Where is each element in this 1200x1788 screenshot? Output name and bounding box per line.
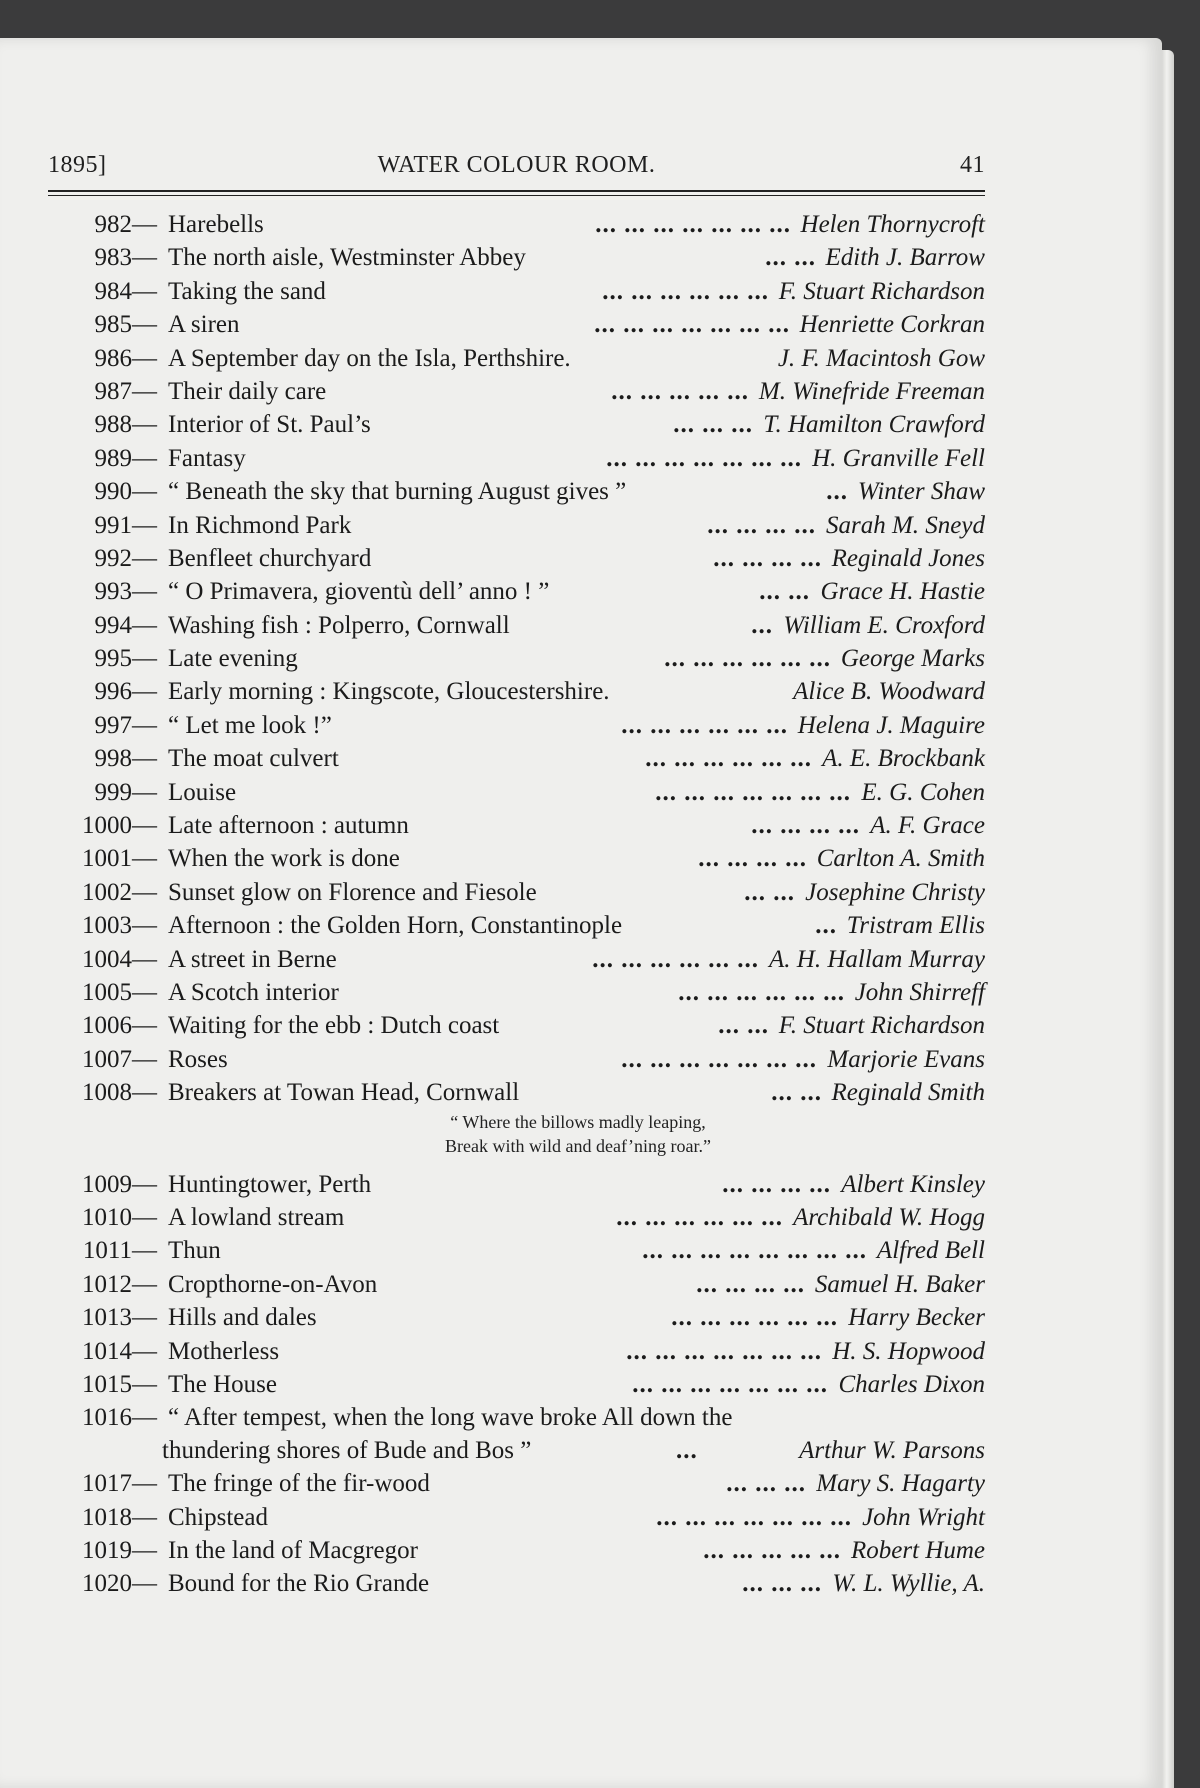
leader-dots: ... ... ... ... ... ... — [592, 945, 759, 973]
entry-artist: Arthur W. Parsons — [799, 1437, 985, 1465]
entry-artist: Helena J. Maguire — [797, 711, 985, 739]
entry-number: 1001 — [82, 845, 132, 873]
entry-artist: H. Granville Fell — [812, 444, 985, 472]
entries-group-2 — [48, 1168, 985, 1402]
catalogue-entry — [48, 776, 985, 809]
entry-number: 1016 — [82, 1404, 132, 1432]
entry-title-continued: thundering shores of Bude and Bos ” — [162, 1437, 532, 1465]
entry-artist: Reginald Jones — [831, 544, 985, 572]
catalogue-entry — [48, 876, 985, 909]
entry-title: In Richmond Park — [168, 511, 352, 539]
leader-dots: ... ... ... — [673, 411, 753, 439]
entry-dash: — — [132, 845, 157, 873]
entry-number: 990 — [94, 478, 132, 506]
entry-artist: Samuel H. Baker — [814, 1270, 985, 1298]
entry-number: 983 — [94, 244, 132, 272]
entry-number: 996 — [94, 678, 132, 706]
entry-number: 997 — [94, 711, 132, 739]
entry-dash: — — [132, 411, 157, 439]
entry-artist: John Wright — [862, 1503, 985, 1531]
leader-dots: ... ... ... ... ... ... ... — [594, 311, 790, 339]
entry-title: Fantasy — [168, 444, 246, 472]
entry-artist: A. E. Brockbank — [822, 745, 985, 773]
entry-artist: Albert Kinsley — [841, 1170, 985, 1198]
entry-artist: Reginald Smith — [831, 1079, 985, 1107]
entry-number: 1017 — [82, 1470, 132, 1498]
entry-title: Afternoon : the Golden Horn, Constantinople — [168, 912, 623, 940]
leader-dots: ... ... ... ... ... ... — [602, 277, 769, 305]
leader-dots: ... ... ... ... ... ... ... — [595, 211, 791, 238]
entry-artist: Carlton A. Smith — [816, 845, 985, 873]
entry-title: A Scotch interior — [168, 978, 339, 1006]
leader-dots: ... — [826, 478, 848, 506]
entry-artist: Alfred Bell — [876, 1237, 985, 1265]
catalogue-entry — [48, 1534, 985, 1567]
catalogue-entry — [48, 642, 985, 675]
entry-number: 994 — [94, 611, 132, 639]
entry-title: Sunset glow on Florence and Fiesole — [168, 878, 537, 906]
entry-title: Washing fish : Polperro, Cornwall — [168, 611, 510, 639]
leader-dots: ... ... ... ... ... ... — [645, 745, 812, 773]
entries-group-1 — [48, 208, 985, 1110]
entry-dash: — — [132, 1537, 157, 1565]
leader-dots: ... ... ... ... ... ... ... — [655, 778, 851, 806]
entry-title: Chipstead — [168, 1503, 268, 1531]
catalogue-list — [48, 208, 985, 1601]
entry-title: When the work is done — [168, 845, 400, 873]
entry-dash: — — [132, 311, 157, 339]
entry-artist: Marjorie Evans — [827, 1045, 985, 1073]
entry-dash: — — [132, 812, 157, 840]
entry-title: The moat culvert — [168, 745, 339, 773]
entry-title: Harebells — [168, 211, 264, 238]
entry-title: Benfleet churchyard — [168, 544, 372, 572]
catalogue-entry — [48, 609, 985, 642]
entry-title: Motherless — [168, 1337, 280, 1365]
entry-number: 1012 — [82, 1270, 132, 1298]
entry-dash: — — [132, 678, 157, 706]
leader-dots: ... ... ... ... ... ... ... — [621, 1045, 817, 1073]
entry-title: Breakers at Towan Head, Cornwall — [168, 1079, 520, 1107]
entry-number: 998 — [94, 745, 132, 773]
catalogue-entry — [48, 1268, 985, 1301]
entry-number: 1020 — [82, 1570, 132, 1598]
leader-dots: ... ... ... ... ... ... ... — [656, 1503, 852, 1531]
verse-line-2: Break with wild and deaf’ning roar.” — [445, 1135, 711, 1156]
page-edge — [1162, 50, 1174, 1788]
entry-artist: George Marks — [840, 645, 985, 673]
entry-dash: — — [132, 544, 157, 572]
leader-dots: ... ... ... ... ... ... — [678, 978, 845, 1006]
entry-dash: — — [132, 1045, 157, 1073]
leader-dots: ... ... ... ... ... ... — [664, 645, 831, 673]
catalogue-entry — [48, 275, 985, 308]
entry-number: 999 — [94, 778, 132, 806]
entry-dash: — — [132, 444, 157, 472]
entry-title: “ After tempest, when the long wave broke All down the — [168, 1404, 733, 1432]
catalogue-entry — [48, 742, 985, 775]
entry-artist: A. F. Grace — [870, 812, 985, 840]
leader-dots: ... ... ... ... — [698, 845, 807, 873]
entry-number: 1002 — [82, 878, 132, 906]
entry-dash: — — [132, 611, 157, 639]
entry-dash: — — [132, 1203, 157, 1231]
leader-dots: ... ... ... ... — [722, 1170, 831, 1198]
entry-dash: — — [132, 945, 157, 973]
catalogue-entry — [48, 509, 985, 542]
leader-dots: ... ... — [718, 1012, 769, 1040]
entry-title: The House — [168, 1370, 277, 1398]
header-rule-thin — [48, 195, 985, 196]
leader-dots: ... ... ... — [726, 1470, 806, 1498]
catalogue-entry — [48, 308, 985, 341]
catalogue-entry — [48, 375, 985, 408]
entry-number: 1007 — [82, 1045, 132, 1073]
catalogue-entry — [48, 1201, 985, 1234]
leader-dots: ... ... ... ... ... — [611, 377, 749, 405]
leader-dots: ... ... — [765, 244, 816, 272]
entry-artist: Winter Shaw — [857, 478, 985, 506]
leader-dots: ... ... ... ... ... ... ... — [632, 1370, 828, 1398]
leader-dots: ... ... ... ... ... ... — [616, 1203, 783, 1231]
entry-number: 1018 — [82, 1503, 132, 1531]
catalogue-entry — [48, 1401, 985, 1467]
leader-dots: ... ... ... ... — [751, 812, 860, 840]
leader-dots: ... ... ... ... ... — [703, 1537, 841, 1565]
entry-number: 1019 — [82, 1537, 132, 1565]
running-header — [48, 152, 985, 186]
leader-dots: ... ... — [759, 578, 810, 606]
entry-number: 1010 — [82, 1203, 132, 1231]
leader-dots: ... ... — [771, 1079, 822, 1107]
entry-dash: — — [132, 1503, 157, 1531]
entry-number: 985 — [94, 311, 132, 339]
entry-title: The north aisle, Westminster Abbey — [168, 244, 526, 272]
entry-dash: — — [132, 478, 157, 506]
entry-artist: William E. Croxford — [783, 611, 985, 639]
entry-number: 1009 — [82, 1170, 132, 1198]
entry-artist: Robert Hume — [851, 1537, 985, 1565]
entry-title: A street in Berne — [168, 945, 337, 973]
catalogue-entry — [48, 475, 985, 508]
entry-artist: F. Stuart Richardson — [778, 277, 985, 305]
catalogue-entry — [48, 1009, 985, 1042]
entry-artist: Grace H. Hastie — [820, 578, 985, 606]
entry-artist: Henriette Corkran — [799, 311, 985, 339]
entry-artist: Edith J. Barrow — [825, 244, 985, 272]
entries-group-3 — [48, 1467, 985, 1601]
entry-title: Interior of St. Paul’s — [168, 411, 371, 439]
catalogue-entry — [48, 575, 985, 608]
catalogue-entry — [48, 1043, 985, 1076]
entry-dash: — — [132, 1170, 157, 1198]
entry-number: 1004 — [82, 945, 132, 973]
entry-dash: — — [132, 1012, 157, 1040]
entry-artist: A. H. Hallam Murray — [769, 945, 985, 973]
catalogue-entry — [48, 943, 985, 976]
leader-dots: ... ... — [744, 878, 795, 906]
entry-artist: M. Winefride Freeman — [758, 377, 985, 405]
catalogue-entry — [48, 1467, 985, 1500]
entry-artist: T. Hamilton Crawford — [763, 411, 985, 439]
entry-number: 982 — [94, 211, 132, 238]
entry-artist: Tristram Ellis — [846, 912, 985, 940]
entry-artist: Helen Thornycroft — [800, 211, 985, 238]
entry-artist: Archibald W. Hogg — [793, 1203, 985, 1231]
catalogue-entry — [48, 542, 985, 575]
entry-dash: — — [132, 578, 157, 606]
leader-dots: ... ... ... ... ... ... — [621, 711, 788, 739]
entry-title: “ Beneath the sky that burning August gives ” — [168, 478, 627, 506]
entry-dash: — — [132, 244, 157, 272]
entry-number: 1000 — [82, 812, 132, 840]
header-title: WATER COLOUR ROOM. — [377, 152, 656, 178]
entry-title: Hills and dales — [168, 1304, 317, 1332]
entry-dash: — — [132, 377, 157, 405]
catalogue-entry — [48, 976, 985, 1009]
entry-title: Early morning : Kingscote, Gloucestershire. — [168, 678, 610, 706]
entry-dash: — — [132, 1270, 157, 1298]
catalogue-entry — [48, 342, 985, 375]
entry-dash: — — [132, 645, 157, 673]
catalogue-entry — [48, 675, 985, 708]
entry-number: 1015 — [82, 1370, 132, 1398]
entry-title: Late evening — [168, 645, 298, 673]
entry-number: 1006 — [82, 1012, 132, 1040]
entry-title: In the land of Macgregor — [168, 1537, 418, 1565]
leader-dots: ... ... ... — [742, 1570, 822, 1598]
entry-dash: — — [132, 878, 157, 906]
catalogue-entry — [48, 842, 985, 875]
catalogue-entry — [48, 1301, 985, 1334]
entry-number: 1008 — [82, 1079, 132, 1107]
entry-title: Late afternoon : autumn — [168, 812, 409, 840]
catalogue-entry — [48, 1335, 985, 1368]
catalogue-entry — [48, 408, 985, 441]
entry-title: Waiting for the ebb : Dutch coast — [168, 1012, 500, 1040]
entry-title: Thun — [168, 1237, 221, 1265]
entry-number: 1013 — [82, 1304, 132, 1332]
leader-dots: ... ... ... ... ... ... ... — [626, 1337, 822, 1365]
catalogue-entry — [48, 909, 985, 942]
leader-dots: ... — [815, 912, 837, 940]
entry-dash: — — [132, 1304, 157, 1332]
entry-dash: — — [132, 1337, 157, 1365]
entry-number: 993 — [94, 578, 132, 606]
entry-number: 1003 — [82, 912, 132, 940]
entry-dash: — — [132, 711, 157, 739]
entry-artist: E. G. Cohen — [861, 778, 985, 806]
entry-number: 988 — [94, 411, 132, 439]
entry-dash: — — [132, 277, 157, 305]
verse-line-1: “ Where the billows madly leaping, — [450, 1111, 706, 1132]
entry-title: A September day on the Isla, Perthshire. — [168, 344, 571, 372]
entry-number: 991 — [94, 511, 132, 539]
catalogue-entry — [48, 442, 985, 475]
entry-title: Huntingtower, Perth — [168, 1170, 372, 1198]
entry-dash: — — [132, 1370, 157, 1398]
entry-artist: Charles Dixon — [838, 1370, 985, 1398]
entry-title: Louise — [168, 778, 237, 806]
entry-dash: — — [132, 1237, 157, 1265]
leader-dots: ... — [751, 611, 773, 639]
catalogue-entry — [48, 1234, 985, 1267]
leader-dots: ... ... ... ... — [713, 544, 822, 572]
entry-title: Cropthorne-on-Avon — [168, 1270, 378, 1298]
catalogue-entry — [48, 1567, 985, 1600]
entry-artist: Josephine Christy — [805, 878, 985, 906]
page-number: 41 — [960, 152, 985, 178]
entry-artist: H. S. Hopwood — [832, 1337, 985, 1365]
leader-dots: ... — [676, 1437, 698, 1465]
entry-artist: Alice B. Woodward — [793, 678, 985, 706]
leader-dots: ... ... ... ... ... ... ... — [606, 444, 802, 472]
entry-dash: — — [132, 978, 157, 1006]
entry-artist: Harry Becker — [848, 1304, 985, 1332]
entry-artist: Mary S. Hagarty — [816, 1470, 985, 1498]
entry-dash: — — [132, 745, 157, 773]
leader-dots: ... ... ... ... — [696, 1270, 805, 1298]
entry-number: 1011 — [82, 1237, 132, 1265]
entry-dash: — — [132, 1079, 157, 1107]
entry-title: Taking the sand — [168, 277, 326, 305]
entry-number: 986 — [94, 344, 132, 372]
header-rule-thick — [48, 190, 985, 192]
verse-quote — [48, 1110, 985, 1168]
entry-dash: — — [132, 211, 157, 238]
entry-number: 992 — [94, 544, 132, 572]
catalogue-entry — [48, 809, 985, 842]
entry-title: A lowland stream — [168, 1203, 345, 1231]
entry-title: Their daily care — [168, 377, 327, 405]
catalogue-entry — [48, 709, 985, 742]
entry-dash: — — [132, 344, 157, 372]
entry-artist: W. L. Wyllie, A. — [832, 1570, 985, 1598]
entry-number: 1005 — [82, 978, 132, 1006]
entry-dash: — — [132, 1470, 157, 1498]
catalogue-entry — [48, 1076, 985, 1109]
catalogue-entry — [48, 208, 985, 241]
entry-artist: F. Stuart Richardson — [778, 1012, 985, 1040]
catalogue-entry — [48, 1501, 985, 1534]
entry-artist: Sarah M. Sneyd — [826, 511, 985, 539]
entry-title: Bound for the Rio Grande — [168, 1570, 430, 1598]
entry-artist: J. F. Macintosh Gow — [777, 344, 985, 372]
entry-title: “ Let me look !” — [168, 711, 332, 739]
entry-dash: — — [132, 1404, 157, 1432]
leader-dots: ... ... ... ... ... ... ... ... — [642, 1237, 867, 1265]
entry-title: “ O Primavera, gioventù dell’ anno ! ” — [168, 578, 550, 606]
entry-number: 987 — [94, 377, 132, 405]
entry-dash: — — [132, 1570, 157, 1598]
entry-dash: — — [132, 912, 157, 940]
catalogue-entry — [48, 1368, 985, 1401]
leader-dots: ... ... ... ... — [707, 511, 816, 539]
entry-dash: — — [132, 511, 157, 539]
entry-title: Roses — [168, 1045, 228, 1073]
leader-dots: ... ... ... ... ... ... — [671, 1304, 838, 1332]
entry-artist: John Shirreff — [854, 978, 985, 1006]
entry-number: 995 — [94, 645, 132, 673]
catalogue-entry — [48, 241, 985, 274]
catalogue-entry — [48, 1168, 985, 1201]
header-year: 1895] — [48, 152, 107, 178]
entry-title: The fringe of the fir-wood — [168, 1470, 430, 1498]
entry-dash: — — [132, 778, 157, 806]
entry-title: A siren — [168, 311, 240, 339]
entry-number: 989 — [94, 444, 132, 472]
entry-number: 1014 — [82, 1337, 132, 1365]
entry-number: 984 — [94, 277, 132, 305]
